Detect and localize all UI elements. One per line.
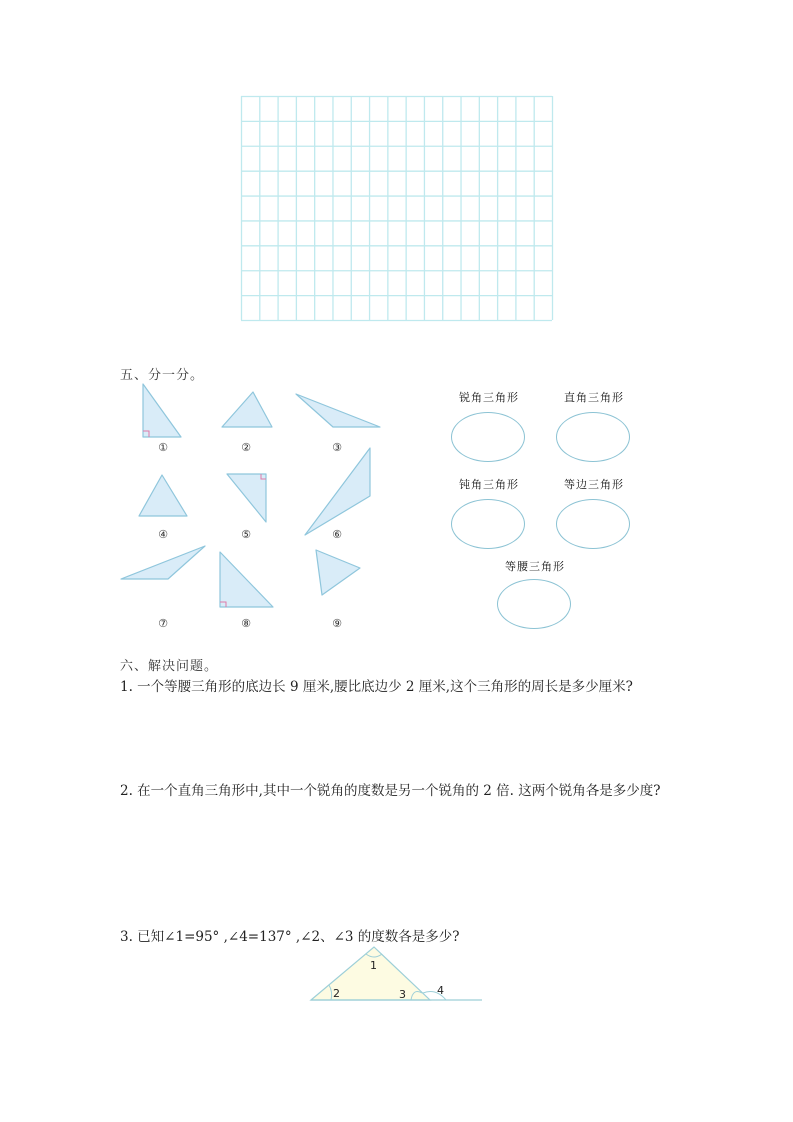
- triangle-label-2: ②: [241, 441, 251, 454]
- triangle-label-3: ③: [332, 441, 342, 454]
- question-1: 1. 一个等腰三角形的底边长 9 厘米,腰比底边少 2 厘米,这个三角形的周长是多少厘米?: [120, 679, 633, 695]
- triangle-label-7: ⑦: [158, 617, 168, 630]
- angle-label-3: 3: [399, 988, 406, 1001]
- section-5-title: 五、分一分。: [120, 368, 205, 383]
- triangle-label-8: ⑧: [241, 617, 251, 630]
- angle-label-1: 1: [370, 959, 377, 972]
- triangle-label-4: ④: [158, 528, 168, 541]
- angle-label-2: 2: [333, 987, 340, 1000]
- question-2: 2. 在一个直角三角形中,其中一个锐角的度数是另一个锐角的 2 倍. 这两个锐角各是多少度?: [120, 783, 661, 799]
- section-6-title: 六、解决问题。: [120, 659, 219, 674]
- category-label-isosceles: 等腰三角形: [505, 560, 565, 573]
- angle-triangle: [311, 947, 430, 1000]
- question-3: 3. 已知∠1=95° ,∠4=137° ,∠2、∠3 的度数各是多少?: [120, 929, 460, 945]
- angle-label-4: 4: [437, 984, 444, 997]
- category-label-right: 直角三角形: [564, 391, 624, 404]
- triangle-label-1: ①: [158, 441, 168, 454]
- triangle-label-9: ⑨: [332, 617, 342, 630]
- category-label-equilateral: 等边三角形: [564, 478, 624, 491]
- category-label-obtuse: 钝角三角形: [459, 478, 519, 491]
- category-label-acute: 锐角三角形: [459, 391, 519, 404]
- triangle-label-5: ⑤: [241, 528, 251, 541]
- triangle-label-6: ⑥: [332, 528, 342, 541]
